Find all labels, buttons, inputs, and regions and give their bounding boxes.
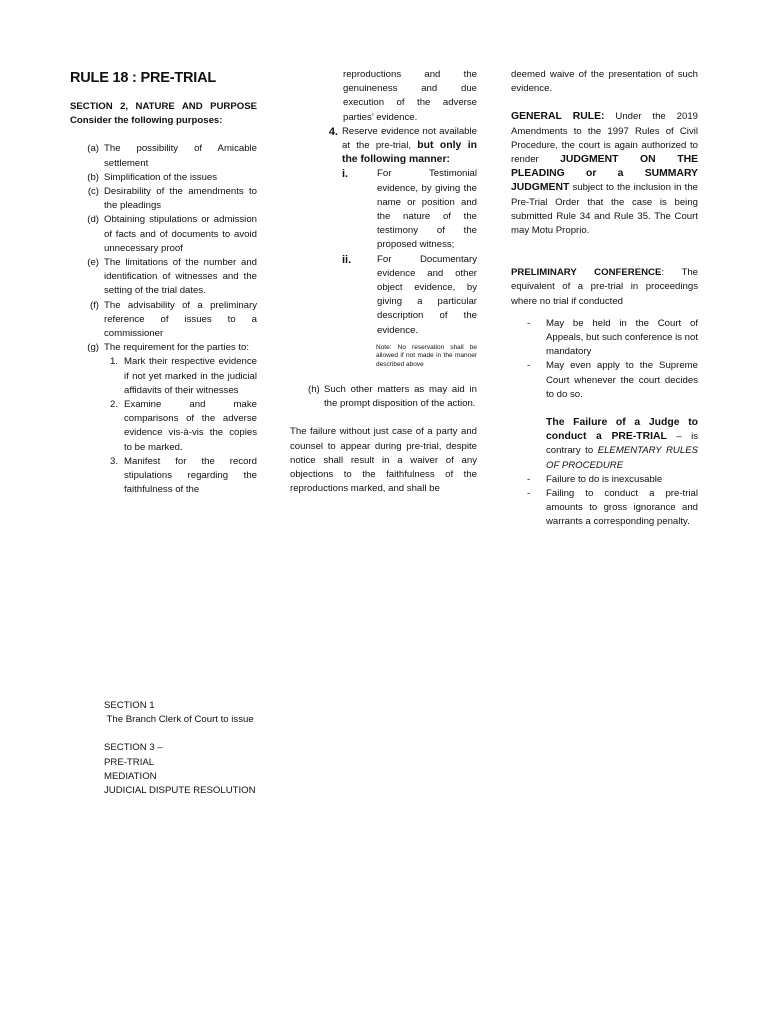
list-item-4 (326, 125, 477, 338)
purposes-list (70, 142, 257, 497)
list-item (104, 355, 257, 398)
list-item-h (290, 383, 477, 411)
g-sublist (104, 355, 257, 497)
list-item-text: For Documentary evidence and other object evidence, by giving a particular description of the evidence. (377, 253, 477, 336)
list-item-text: Mark their respective evidence if not yet marked in the judicial affidavits of their witnesses (124, 356, 257, 396)
item-4-sublist (342, 167, 477, 337)
list-marker: (a) (87, 143, 99, 155)
dash-marker: - (527, 488, 531, 500)
section-1-text: The Branch Clerk of Court to issue (104, 714, 254, 726)
list-marker: 4. (328, 125, 338, 138)
general-rule-paragraph (511, 110, 698, 238)
section-2-heading: SECTION 2, NATURE AND PURPOSE Consider the following purposes: (70, 101, 257, 127)
failure-judge-bullets (511, 473, 698, 530)
general-rule-text-2: subject to the inclusion in the Pre-Trial Order that the case is being submitted Rule 34 and Rule 35. The Court may Motu Proprio. (511, 182, 698, 237)
list-marker: (e) (87, 257, 99, 269)
column-3 (511, 68, 698, 530)
list-item-text: The advisability of a preliminary reference of issues to a commissioner (104, 299, 257, 340)
dash-marker: - (527, 473, 531, 485)
column-2 (290, 68, 477, 497)
list-item-text: For Testimonial evidence, by giving the name or position and the nature of the testimony of the proposed witness; (377, 168, 477, 251)
failure-judge-italic: ELEMENTARY RULES OF PROCEDURE (546, 445, 698, 471)
preliminary-conference-bullets (511, 317, 698, 402)
list-item-text: Obtaining stipulations or admission of facts and of documents to avoid unnecessary proof (104, 214, 257, 254)
list-item-text: The requirement for the parties to: (104, 342, 250, 354)
section-3-item: MEDIATION (104, 770, 157, 782)
list-marker: (b) (87, 171, 99, 183)
list-marker: i. (342, 168, 349, 181)
list-item (70, 299, 257, 342)
section-1-label: SECTION 1 (104, 700, 155, 711)
list-item-text: May be held in the Court of Appeals, but such conference is not mandatory (546, 317, 698, 358)
list-item-text: The possibility of Amicable settlement (104, 143, 257, 169)
list-item (342, 253, 477, 338)
list-item (104, 455, 257, 498)
list-marker: 3. (109, 455, 118, 467)
list-item-text: Examine and make comparisons of the adverse evidence vis-à-vis the copies to be marked. (124, 399, 257, 453)
list-item-text: Such other matters as may aid in the prompt disposition of the action. (324, 384, 477, 410)
list-item-text: The limitations of the number and identification of witnesses and the setting of the trial dates. (104, 257, 257, 297)
section-3-item: JUDICIAL DISPUTE RESOLUTION (104, 785, 256, 797)
list-marker: 2. (109, 399, 118, 411)
list-marker: (f) (89, 299, 99, 311)
general-rule-text-1: Under the 2019 Amendments to the 1997 Rules of Civil Procedure, the court is again authorized to render (511, 111, 698, 166)
list-item (70, 185, 257, 213)
list-item (70, 142, 257, 170)
list-marker: (g) (87, 342, 99, 354)
general-rule-bold: JUDGMENT ON THE PLEADING or a SUMMARY JUDGMENT (511, 154, 698, 194)
list-item (104, 398, 257, 455)
dash-marker: - (527, 317, 531, 329)
preliminary-conference-label: PRELIMINARY CONFERENCE (511, 267, 662, 279)
item-4-text: Reserve evidence not available at the pre-trial, (342, 125, 477, 152)
preliminary-conference-text: : The equivalent of a pre-trial in proceedings where no trial if conducted (511, 267, 698, 307)
list-item (511, 487, 698, 530)
list-item (342, 167, 477, 252)
item-4-bold-text: but only in the following manner: (342, 140, 477, 166)
failure-judge-text: – is contrary to (546, 431, 698, 457)
spacer (104, 727, 304, 741)
column-1 (70, 68, 257, 497)
list-item-text: Simplification of the issues (104, 171, 218, 183)
list-item (511, 473, 698, 487)
section-3-label: SECTION 3 – (104, 742, 163, 754)
section-3-item: PRE-TRIAL (104, 756, 155, 768)
failure-paragraph: The failure without just case of a party and counsel to appear during pre-trial, despite notice shall result in a waiver of any objections to the faithfulness of the reproductions marked, and shall be (290, 426, 477, 495)
list-item-text: Manifest for the record stipulations regarding the faithfulness of the (124, 455, 257, 496)
list-marker: ii. (342, 253, 352, 266)
bottom-notes (104, 699, 304, 798)
list-item (511, 317, 698, 360)
list-marker: (c) (87, 186, 99, 198)
failure-judge-paragraph (511, 416, 698, 473)
list-marker: (d) (87, 214, 99, 226)
list-item-text: Failure to do is inexcusable (546, 473, 663, 485)
list-item-text: Desirability of the amendments to the pleadings (104, 186, 257, 212)
list-item (70, 171, 257, 185)
list-item (511, 359, 698, 402)
failure-paragraph-continued: deemed waive of the presentation of such evidence. (511, 69, 698, 95)
failure-judge-title: The Failure of a Judge to conduct a PRE-TRIAL (546, 417, 698, 443)
reservation-note: Note: No reservation shall be allowed if not made in the manner described above (376, 343, 477, 368)
list-marker: (h) (308, 384, 320, 396)
page-title: RULE 18 : PRE-TRIAL (70, 70, 217, 86)
list-item (70, 341, 257, 497)
item-3-continued: reproductions and the genuineness and due execution of the adverse parties’ evidence. (343, 69, 477, 123)
list-item (70, 256, 257, 299)
dash-marker: - (527, 360, 531, 372)
list-item-text: May even apply to the Supreme Court whenever the court decides to do so. (546, 360, 698, 400)
general-rule-label: GENERAL RULE: (511, 111, 605, 123)
list-marker: 1. (109, 356, 118, 368)
list-item-text: Failing to conduct a pre-trial amounts to gross ignorance and warrants a corresponding penalty. (546, 488, 698, 528)
preliminary-conference-paragraph (511, 266, 698, 309)
list-item (70, 213, 257, 256)
